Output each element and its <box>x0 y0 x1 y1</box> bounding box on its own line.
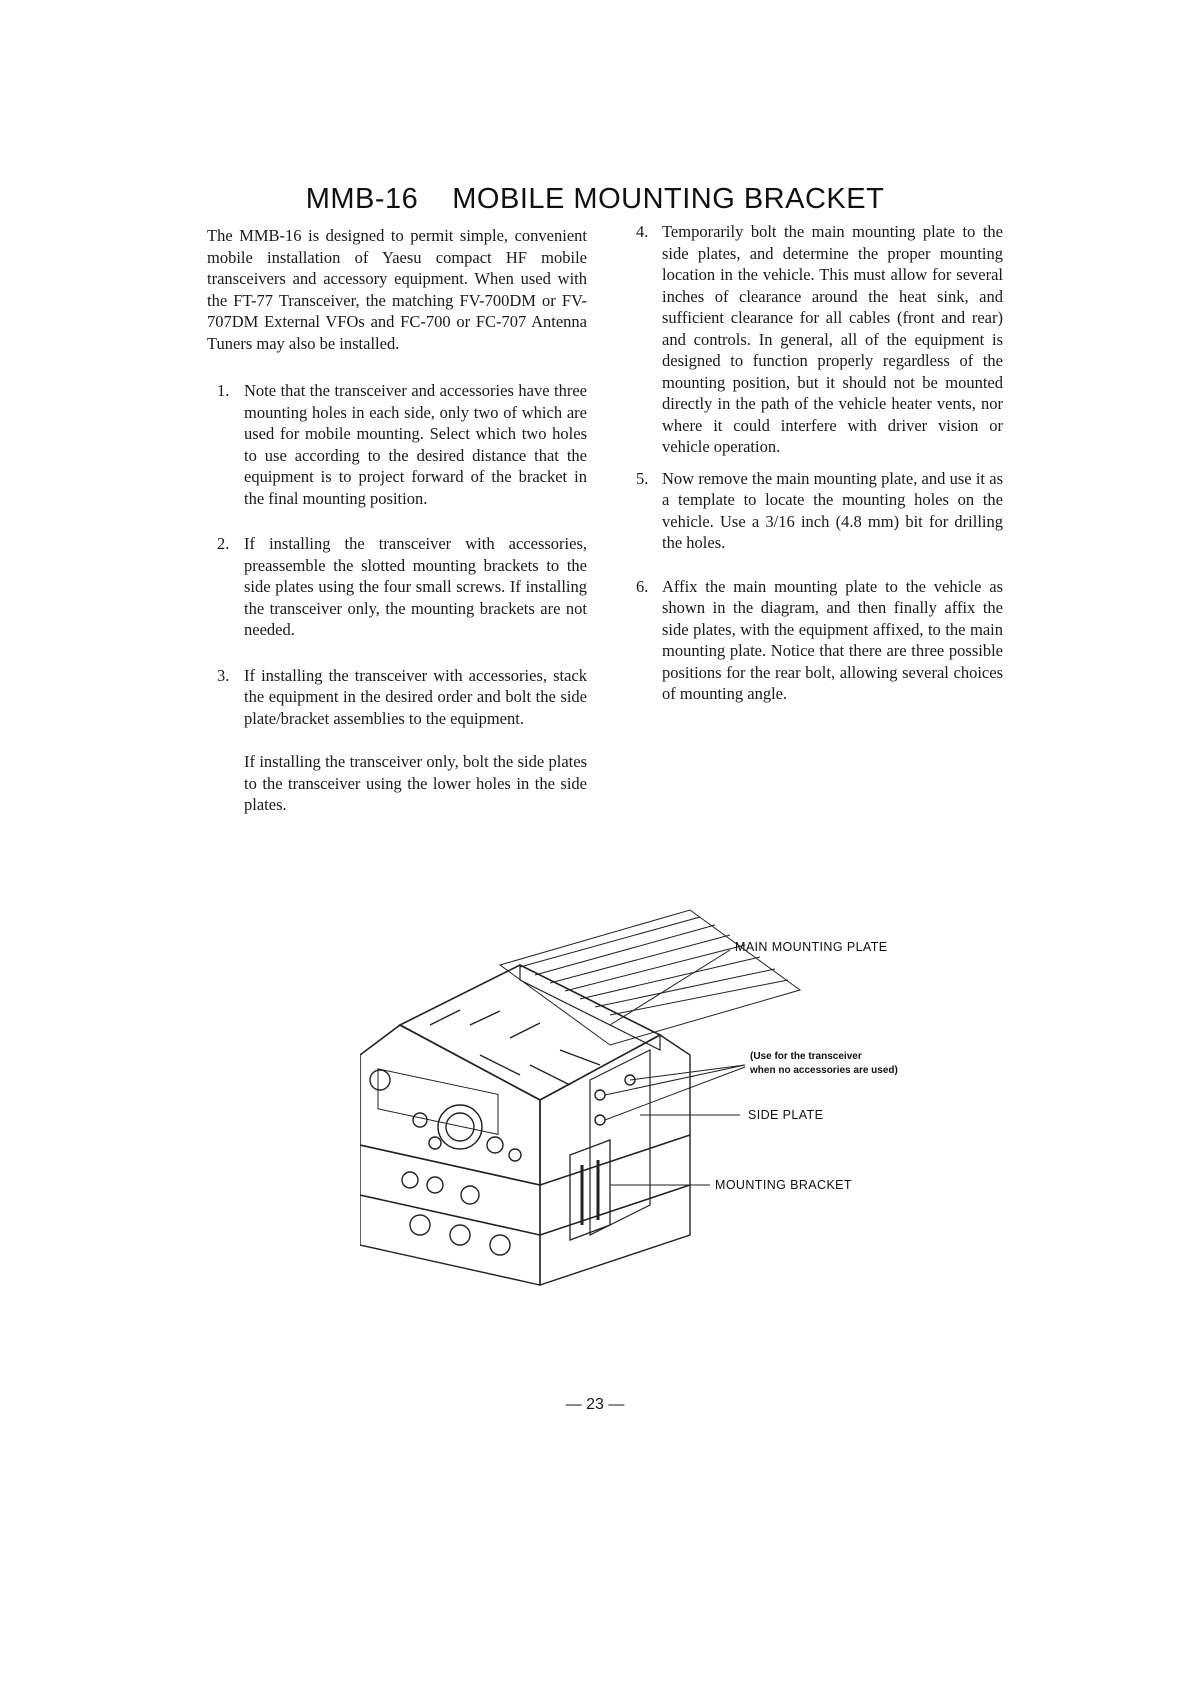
left-column <box>207 225 587 816</box>
step-text: Now remove the main mounting plate, and use it as a template to locate the mounting holes on the vehicle. Use a 3/16 inch (4.8 mm) bit for drilling the holes. <box>662 468 1003 552</box>
step-number: 4. <box>636 222 649 241</box>
title-model: MMB-16 <box>305 183 419 215</box>
step-number: 2. <box>217 534 230 553</box>
step-2 <box>207 533 587 641</box>
title-name: MOBILE MOUNTING BRACKET <box>452 183 885 215</box>
step-6 <box>633 576 1003 705</box>
step-1 <box>207 380 587 509</box>
step-number: 6. <box>636 576 649 596</box>
step-number: 5. <box>636 468 649 488</box>
step-text: If installing the transceiver with accessories, stack the equipment in the desired order and bolt the side plate/bracket assemblies to the equipment. <box>244 665 587 728</box>
page-title <box>0 183 1190 216</box>
label-side-plate: SIDE PLATE <box>748 1108 824 1122</box>
leader-holes <box>605 1065 745 1120</box>
step-4 <box>633 221 1003 458</box>
label-use-note-1: (Use for the transceiver <box>750 1051 862 1062</box>
step-number: 1. <box>217 381 230 400</box>
step-5 <box>633 468 1003 554</box>
intro-paragraph: The MMB-16 is designed to permit simple, convenient mobile installation of Yaesu compact HF mobile transceivers and accessory equipment. When used with the FT-77 Transceiver, the matching FV-700DM or FV-707DM External VFOs and FC-700 or FC-707 Antenna Tuners may also be installed. <box>207 226 587 353</box>
right-column <box>633 221 1003 715</box>
equipment-illustration <box>360 905 1000 1335</box>
step-3 <box>207 665 587 730</box>
mounting-diagram <box>360 905 1000 1335</box>
label-main-plate: MAIN MOUNTING PLATE <box>735 940 888 954</box>
accessory-unit-2 <box>360 1195 540 1285</box>
label-use-note-2: when no accessories are used) <box>750 1065 898 1076</box>
step-3-note: If installing the transceiver only, bolt the side plates to the transceiver using the lower holes in the side plates. <box>244 752 587 814</box>
step-text: Temporarily bolt the main mounting plate to the side plates, and determine the proper mounting location in the vehicle. This must allow for several inches of clearance around the heat sink, and sufficient clearance for all cables (front and rear) and controls. In general, all of the equipment is designed to function properly regardless of the mounting position, but it should not be mounted directly in the path of the vehicle heater vents, nor where it could interfere with driver vision or vehicle operation. <box>662 222 1003 456</box>
step-text: If installing the transceiver with accessories, preassemble the slotted mounting brackets to the side plates using the four small screws. If installing the transceiver only, the mounting brackets are not needed. <box>244 534 587 639</box>
step-number: 3. <box>217 665 230 685</box>
transceiver-side <box>540 1035 690 1185</box>
label-mounting-bracket: MOUNTING BRACKET <box>715 1178 852 1192</box>
accessory-unit-1 <box>360 1145 540 1235</box>
page-number: — 23 — <box>565 1396 625 1413</box>
step-text: Note that the transceiver and accessories have three mounting holes in each side, only two of which are used for mobile mounting. Select which two holes to use according to the desired distance that the equipment is to project forward of the bracket in the final mounting position. <box>244 381 587 508</box>
step-text: Affix the main mounting plate to the vehicle as shown in the diagram, and then finally affix the side plates, with the equipment affixed, to the main mounting plate. Notice that there are three possible positions for the rear bolt, allowing several choices of mounting angle. <box>662 576 1003 703</box>
main-mounting-plate <box>520 965 660 1050</box>
